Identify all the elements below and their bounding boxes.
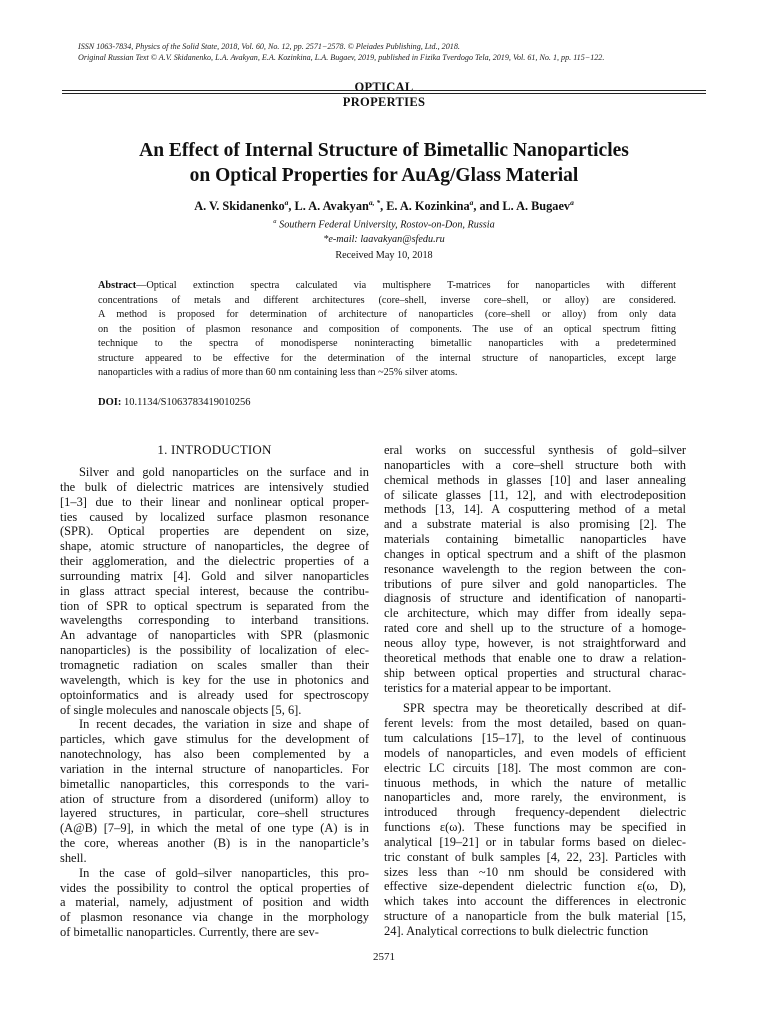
text-line: and a substrate material is also promising [2]. The	[384, 517, 686, 532]
paper-title-line-2: on Optical Properties for AuAg/Glass Material	[189, 165, 579, 186]
text-line: materials containing bimetallic nanoparticles have	[384, 532, 686, 547]
author-4-affil-mark: a	[570, 198, 574, 207]
doi-value: 10.1134/S1063783419010256	[121, 397, 251, 408]
text-line: diagnosis of structure and identification of nanoparti-	[384, 591, 686, 606]
text-line: wavelength, which is key for the use in photonics and	[60, 672, 369, 687]
text-line: (SPR). Optical properties are dependent on size,	[60, 524, 369, 539]
text-line: resonance wavelength to the region between the con-	[384, 561, 686, 576]
text-line: surrounding matrix [4]. Gold and silver nanoparticles	[60, 568, 369, 583]
text-line: bimetallic nanoparticles, this corresponds to the vari-	[60, 776, 369, 791]
text-line: SPR spectra may be theoretically described at dif-	[403, 701, 686, 716]
section-label-line-2: PROPERTIES	[342, 95, 426, 109]
affiliation-text: Southern Federal University, Rostov-on-Don, Russia	[276, 219, 495, 231]
page-number: 2571	[373, 951, 395, 963]
text-line: [1–3] due to their linear and nonlinear optical proper-	[60, 494, 369, 509]
text-line: tributions of pure silver and gold nanoparticles. The	[384, 576, 686, 591]
paper-title	[60, 138, 708, 188]
text-line: analytical [19–21] or in tabular forms based on dielec-	[384, 834, 686, 849]
affiliation-mark: a	[273, 218, 277, 225]
text-line: In the case of gold–silver nanoparticles, this pro-	[79, 865, 369, 880]
received-date: Received May 10, 2018	[335, 250, 433, 261]
text-line: a material, namely, adjustment of position and width	[60, 895, 369, 910]
abstract-line: A method is proposed for determination of architecture of nanoparticles (core–shell or alloy) from only data	[98, 309, 676, 320]
paper-title-line-1: An Effect of Internal Structure of Bimetallic Nanoparticles	[139, 140, 629, 161]
author-2: , L. A. Avakyan	[288, 199, 369, 214]
text-line: of bimetallic nanoparticles. Currently, there are sev-	[60, 925, 319, 940]
text-line: wavelengths corresponding to interband transitions.	[60, 613, 369, 628]
corresponding-email: *e-mail: laavakyan@sfedu.ru	[323, 234, 445, 245]
doi-label: DOI:	[98, 397, 122, 408]
text-line: nanoparticles with a core–shell structure both with	[384, 457, 686, 472]
abstract-line: Abstract—Optical extinction spectra calculated via multisphere T-matrices for nanoparticles with different	[98, 280, 676, 291]
text-line: In recent decades, the variation in size and shape of	[79, 717, 369, 732]
journal-header	[78, 42, 698, 63]
text-line: shape, atomic structure of nanoparticles, the degree of	[60, 539, 369, 554]
author-list	[0, 198, 768, 214]
text-line: nanotechnology, has also been complemented by a	[60, 747, 369, 762]
text-line: electric LC circuits [18]. The most common are con-	[384, 760, 686, 775]
abstract-line: concentrations of metals and different architectures (core–shell, inverse core–shell, or alloy) are considered.	[98, 294, 676, 306]
author-1: A. V. Skidanenko	[194, 199, 285, 214]
abstract-lead: Abstract	[98, 280, 137, 291]
text-line: particles, which gave stimulus for the development of	[60, 732, 369, 747]
text-line: which takes into account the differences in electronic	[384, 894, 686, 909]
text-line: tric constant of bulk samples [4, 22, 23]. Particles with	[384, 849, 686, 864]
text-line: in glass attract special interest, because the contribu-	[60, 583, 369, 598]
text-line: chemical methods in glasses [10] and laser annealing	[384, 472, 686, 487]
text-line: the core, whereas another (B) is in the nanoparticle’s	[60, 836, 369, 851]
author-3: , E. A. Kozinkina	[380, 199, 470, 214]
text-line: ation of structure from a disordered (uniform) alloy to	[60, 791, 369, 806]
text-line: effective size-dependent dielectric function ε(ω, D),	[384, 879, 686, 894]
author-1-affil-mark: a	[284, 198, 289, 207]
text-line: neous alloy type, however, is not straightforward and	[384, 635, 686, 650]
text-line: sizes less than ~10 nm should be considered with	[384, 864, 686, 879]
text-line: tion of SPR to optical spectrum is separated from the	[60, 598, 369, 613]
text-line: ship between optical properties and structural charac-	[384, 665, 686, 680]
left-column	[60, 443, 369, 940]
text-line: the bulk of dielectric matrices are intensively studied	[60, 479, 369, 494]
text-line: functions ε(ω). These functions may be specified in	[384, 820, 686, 835]
text-line: tinuous methods, in which the nature of metallic	[384, 775, 686, 790]
text-line: of silicate glasses [11, 12], and with electrodeposition	[384, 487, 686, 502]
text-line: structure of a nanoparticle from the bulk material [15,	[384, 909, 686, 924]
text-line: Silver and gold nanoparticles on the surface and in	[79, 465, 369, 479]
abstract-line: on the position of plasmon resonance and composition of components. The use of an optical spectrum fitting	[98, 323, 676, 335]
author-3-affil-mark: a	[469, 198, 474, 207]
text-line: vides the possibility to control the optical properties of	[60, 880, 369, 895]
text-line: An advantage of nanoparticles with SPR (plasmonic	[60, 628, 369, 643]
section-heading-introduction: 1. INTRODUCTION	[157, 442, 272, 457]
right-column	[384, 443, 686, 939]
text-line: models of nanoparticles, and even models of efficient	[384, 745, 686, 760]
section-label-line-1: OPTICAL	[354, 80, 414, 94]
text-line: their agglomeration, and the dielectric properties of a	[60, 554, 369, 569]
text-line: (A@B) [7–9], in which the metal of one type (A) is in	[60, 821, 369, 836]
journal-header-line-1: ISSN 1063-7834, Physics of the Solid State, 2018, Vol. 60, No. 12, pp. 2571−2578. © Pleiades Publishing, Ltd., 2018.	[78, 42, 460, 51]
abstract	[98, 279, 676, 381]
text-line: tromagnetic radiation on scales smaller than their	[60, 657, 369, 672]
journal-header-line-2: Original Russian Text © A.V. Skidanenko, L.A. Avakyan, E.A. Kozinkina, L.A. Bugaev, 2019, published in Fizika Tverdogo Tela, 2019, Vol. 61, No. 1, pp. 115−122.	[78, 52, 605, 62]
text-line: teristics for a material appear to be important.	[384, 680, 612, 695]
text-line: optoinformatics and is already used for spectroscopy	[60, 687, 369, 702]
abstract-line: technique to the spectra of monodisperse noninteracting bimetallic nanoparticles with a predetermined	[98, 338, 676, 349]
text-line: of plasmon resonance via change in the morphology	[60, 910, 369, 925]
text-line: ferent levels: from the most detailed, based on quan-	[384, 716, 686, 731]
text-line: nanoparticles) is the possibility of localization of elec-	[60, 643, 369, 658]
abstract-line: structure appeared to be effective for the determination of the internal structure of nanoparticles, except large	[98, 352, 676, 364]
text-line: methods [13, 14]. A cosputtering method of a metal	[384, 502, 686, 517]
text-line: tum calculations [15–17], to the level of continuous	[384, 731, 686, 746]
author-4: , and L. A. Bugaev	[473, 199, 571, 214]
abstract-line: nanoparticles with a radius of more than 60 nm containing less than ~25% silver atoms.	[98, 367, 458, 378]
text-line: of single molecules and nanoscale objects [5, 6].	[60, 702, 302, 717]
text-line: rated core and shell up to the structure of a homoge-	[384, 621, 686, 636]
text-line: theoretical methods that enable one to draw a relation-	[384, 650, 686, 665]
affiliation	[0, 218, 768, 230]
doi	[98, 397, 250, 408]
text-line: layered structures, in particular, core–shell structures	[60, 806, 369, 821]
text-line: changes in optical spectrum and a shift of the plasmon	[384, 546, 686, 561]
section-rule-bottom	[62, 93, 706, 94]
text-line: nanoparticles and, more rarely, the environment, is	[384, 790, 686, 805]
text-line: shell.	[60, 850, 87, 865]
text-line: variation in the internal structure of nanoparticles. For	[60, 761, 369, 776]
text-line: ties caused by localized surface plasmon resonance	[60, 509, 369, 524]
text-line: eral works on successful synthesis of gold–silver	[384, 443, 686, 457]
author-2-affil-mark: a, *	[368, 198, 381, 207]
text-line: introduced through frequency-dependent dielectric	[384, 805, 686, 820]
text-line: cle architecture, which may differ from ideally sepa-	[384, 606, 686, 621]
text-line: 24]. Analytical corrections to bulk dielectric function	[384, 924, 649, 938]
